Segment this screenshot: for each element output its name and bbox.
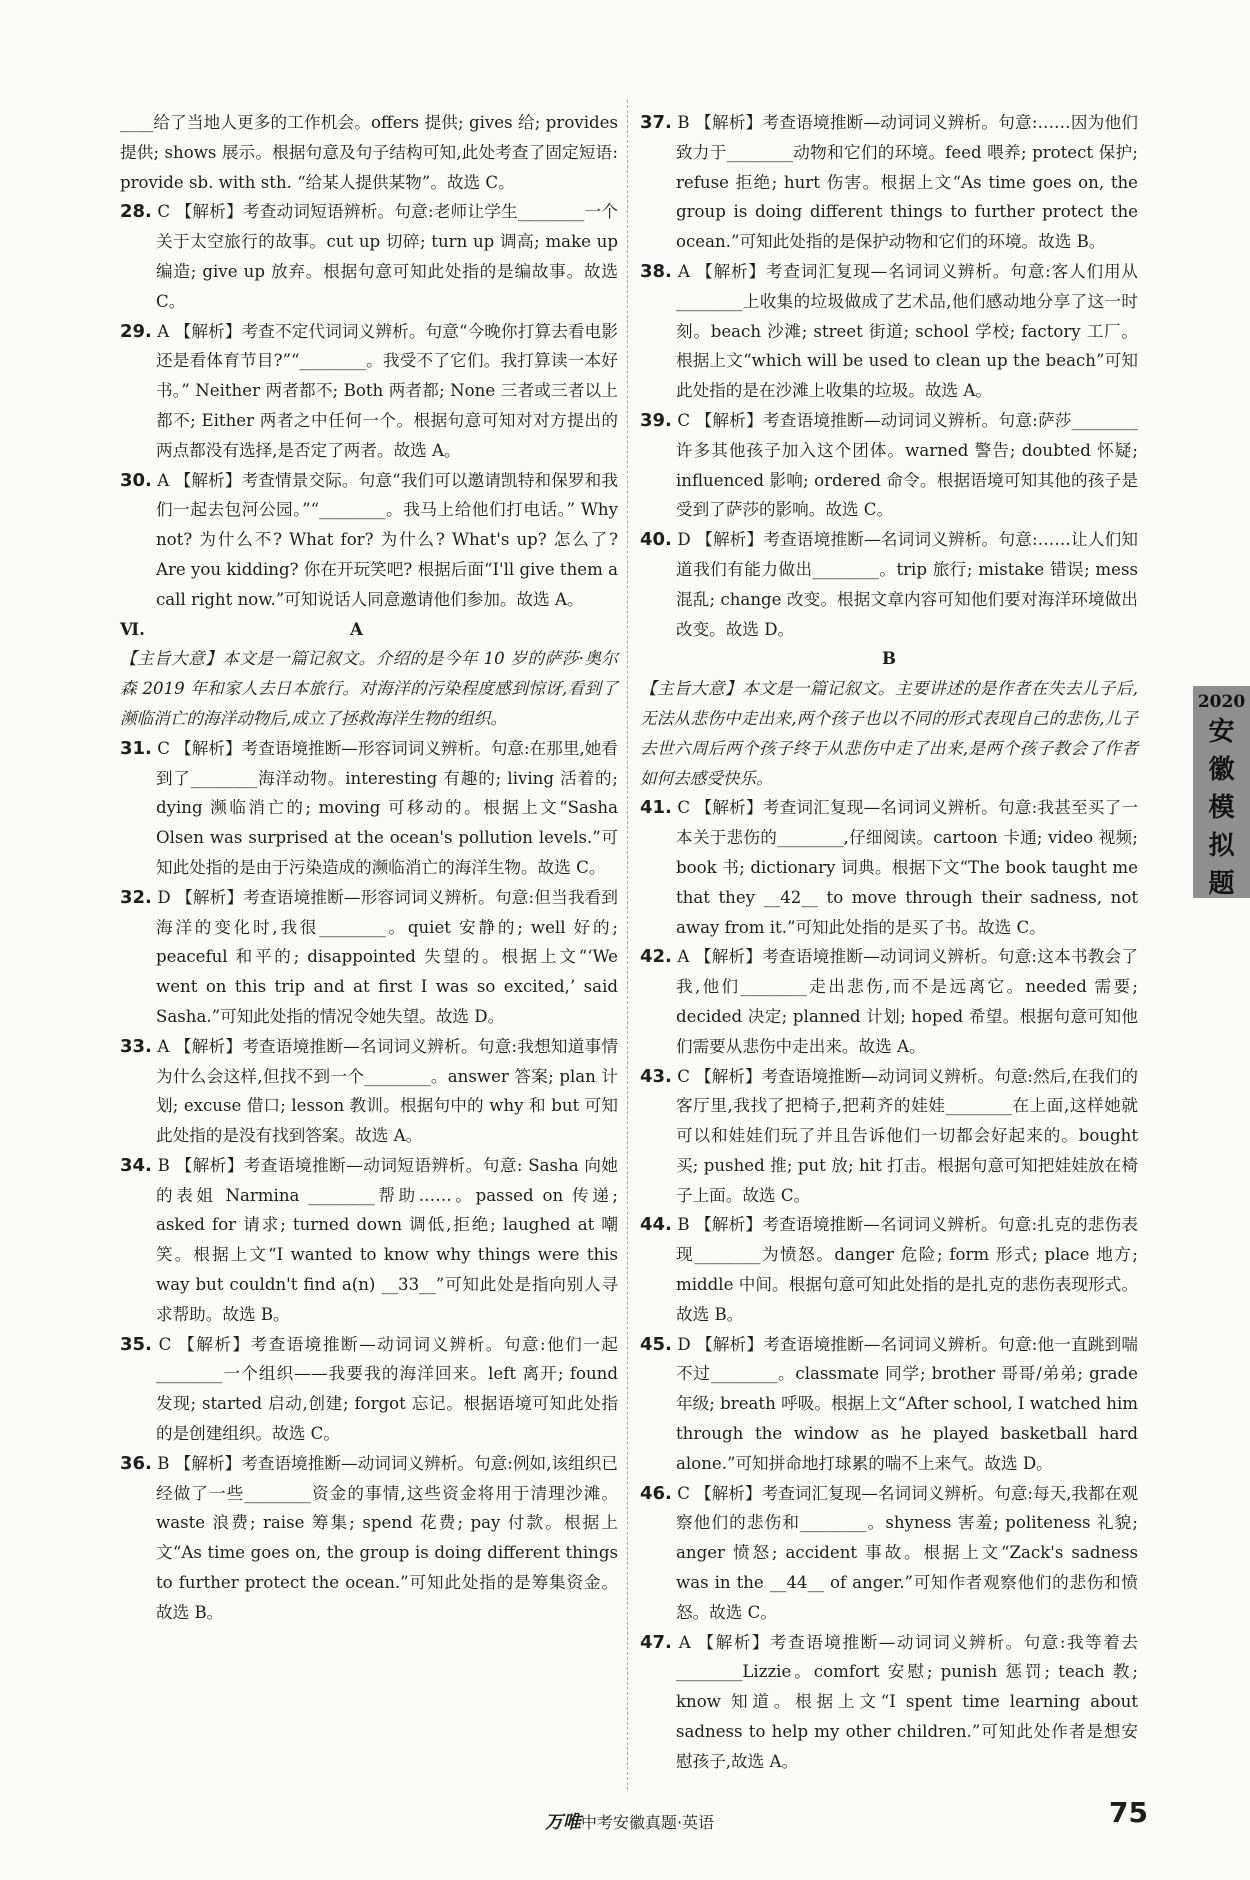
side-tab-year: 2020 — [1197, 692, 1246, 712]
left-column — [120, 108, 618, 1628]
answer-30: 30. A 【解析】考查情景交际。句意“我们可以邀请凯特和保罗和我们一起去包河公园。”“________。我马上给他们打电话。” Why not? 为什么不? What for? 为什么? What's up? 怎么了? Are you kidding? 你在开玩笑吧? 根据后面“I'll give them a call right now.”可知说话人同意邀请他们参加。故选 A。 — [120, 469, 618, 609]
continuation-paragraph: ____给了当地人更多的工作机会。offers 提供; gives 给; provides 提供; shows 展示。根据句意及句子结构可知,此处考查了固定短语: provide sb. with sth. “给某人提供某物”。故选 C。 — [120, 113, 618, 192]
answer-44: 44. B 【解析】考查语境推断—名词词义辨析。句意:扎克的悲伤表现________为愤怒。danger 危险; form 形式; place 地方; middle 中间。根据句意可知此处指的是扎克的悲伤表现形式。故选 B。 — [640, 1214, 1139, 1324]
main-idea-b: 【主旨大意】本文是一篇记叙文。主要讲述的是作者在失去儿子后,无法从悲伤中走出来,两个孩子也以不同的形式表现自己的悲伤,儿子去世六周后两个孩子终于从悲伤中走了出来,是两个孩子教会了作者如何去感受快乐。 — [640, 679, 1138, 788]
side-tab — [1193, 686, 1250, 898]
answer-38: 38. A 【解析】考查词汇复现—名词词义辨析。句意:客人们用从________上收集的垃圾做成了艺术品,他们感动地分享了这一时刻。beach 沙滩; street 街道; school 学校; factory 工厂。根据上文“which will be used to clean up the beach”可知此处指的是在沙滩上收集的垃圾。故选 A。 — [640, 260, 1138, 401]
main-idea-a: 【主旨大意】本文是一篇记叙文。介绍的是今年 10 岁的萨莎·奥尔森 2019 年和家人去日本旅行。对海洋的污染程度感到惊讶,看到了濒临消亡的海洋动物后,成立了拯救海洋生物的组织。 — [120, 649, 618, 728]
answer-37: 37. B 【解析】考查语境推断—动词词义辨析。句意:……因为他们致力于________动物和它们的环境。feed 喂养; protect 保护; refuse 拒绝; hurt 伤害。根据上文“As time goes on, the group is doing different things to further protect the ocean.”可知此处指的是保护动物和它们的环境。故选 B。 — [640, 112, 1139, 252]
section-heading-b: B — [881, 648, 897, 669]
answer-28: 28. C 【解析】考查动词短语辨析。句意:老师让学生________一个关于太空旅行的故事。cut up 切碎; turn up 调高; make up 编造; give up 放弃。根据句意可知此处指的是编故事。故选 C。 — [120, 201, 618, 311]
answer-46: 46. C 【解析】考查词汇复现—名词词义辨析。句意:每天,我都在观察他们的悲伤和________。shyness 害羞; politeness 礼貌; anger 愤怒; accident 事故。根据上文“Zack's sadness was in the __44__ of anger.”可知作者观察他们的悲伤和愤怒。故选 C。 — [640, 1482, 1138, 1622]
side-tab-char: 徽 — [1208, 755, 1235, 785]
side-tab-char: 模 — [1208, 793, 1235, 823]
answer-33: 33. A 【解析】考查语境推断—名词词义辨析。句意:我想知道事情为什么会这样,但找不到一个________。answer 答案; plan 计划; excuse 借口; lesson 教训。根据句中的 why 和 but 可知此处指的是没有找到答案。故选 A。 — [120, 1035, 618, 1146]
footer-brand — [545, 1808, 714, 1834]
answer-47: 47. A 【解析】考查语境推断—动词词义辨析。句意:我等着去________Lizzie。comfort 安慰; punish 惩罚; teach 教; know 知道。根据上文“I spent time learning about sadness to help my other children.”可知此处作者是想安慰孩子,故选 A。 — [640, 1631, 1138, 1771]
right-column — [640, 108, 1138, 1777]
answer-29: 29. A 【解析】考查不定代词词义辨析。句意“今晚你打算去看电影还是看体育节目?”“________。我受不了它们。我打算读一本好书。” Neither 两者都不; Both 两者都; None 三者或三者以上都不; Either 两者之中任何一个。根据句意可知对对方提出的两点都没有选择,是否定了两者。故选 A。 — [120, 320, 618, 460]
answer-39: 39. C 【解析】考查语境推断—动词词义辨析。句意:萨莎________许多其他孩子加入这个团体。warned 警告; doubted 怀疑; influenced 影响; ordered 命令。根据语境可知其他的孩子是受到了萨莎的影响。故选 C。 — [640, 409, 1138, 520]
answer-41: 41. C 【解析】考查词汇复现—名词词义辨析。句意:我甚至买了一本关于悲伤的________,仔细阅读。cartoon 卡通; video 视频; book 书; dictionary 词典。根据下文“The book taught me that they __42__ to move through their sadness, not away from it.”可知此处指的是买了书。故选 C。 — [640, 797, 1138, 937]
answer-35: 35. C 【解析】考查语境推断—动词词义辨析。句意:他们一起________一个组织——我要我的海洋回来。left 离开; found 发现; started 启动,创建; forgot 忘记。根据语境可知此处指的是创建组织。故选 C。 — [120, 1333, 618, 1444]
answer-32: 32. D 【解析】考查语境推断—形容词词义辨析。句意:但当我看到海洋的变化时,我很________。quiet 安静的; well 好的; peaceful 和平的; disappointed 失望的。根据上文“‘We went on this trip and at first I was so excited,’ said Sasha.”可知此处指的情况令她失望。故选 D。 — [120, 886, 618, 1026]
column-divider — [627, 100, 628, 1790]
page-number: 75 — [1109, 1796, 1148, 1829]
answer-43: 43. C 【解析】考查语境推断—动词词义辨析。句意:然后,在我们的客厅里,我找了把椅子,把莉齐的娃娃________在上面,这样她就可以和娃娃们玩了并且告诉他们一切都会好起来的。bought 买; pushed 推; put 放; hit 打击。根据句意可知把娃娃放在椅子上面。故选 C。 — [640, 1065, 1138, 1205]
answer-31: 31. C 【解析】考查语境推断—形容词词义辨析。句意:在那里,她看到了________海洋动物。interesting 有趣的; living 活着的; dying 濒临消亡的; moving 可移动的。根据上文“Sasha Olsen was surprised at the ocean's pollution levels.”可知此处指的是由于污染造成的濒临消亡的海洋生物。故选 C。 — [120, 737, 618, 877]
side-tab-char: 安 — [1208, 717, 1235, 747]
side-tab-char: 拟 — [1208, 831, 1235, 861]
answer-42: 42. A 【解析】考查语境推断—动词词义辨析。句意:这本书教会了我,他们________走出悲伤,而不是远离它。needed 需要; decided 决定; planned 计划; hoped 希望。根据句意可知他们需要从悲伤中走出来。故选 A。 — [640, 946, 1138, 1056]
section-heading-vi: Ⅵ. A — [120, 618, 363, 639]
page-footer — [120, 1796, 1148, 1838]
answer-34: 34. B 【解析】考查语境推断—动词短语辨析。句意: Sasha 向她的表姐 Narmina ________帮助……。passed on 传递; asked for 请求; turned down 调低,拒绝; laughed at 嘲笑。根据上文“I wanted to know why things were this way but couldn't find a(n) __33__”可知此处是指向别人寻求帮助。故选 B。 — [120, 1154, 618, 1324]
answer-36: 36. B 【解析】考查语境推断—动词词义辨析。句意:例如,该组织已经做了一些________资金的事情,这些资金将用于清理沙滩。waste 浪费; raise 筹集; spend 花费; pay 付款。根据上文“As time goes on, the group is doing different things to further protect the ocean.”可知此处指的是筹集资金。故选 B。 — [120, 1452, 618, 1622]
answer-45: 45. D 【解析】考查语境推断—名词词义辨析。句意:他一直跳到喘不过________。classmate 同学; brother 哥哥/弟弟; grade 年级; breath 呼吸。根据上文“After school, I watched him through the window as he played basketball hard alone.”可知拼命地打球累的喘不上来气。故选 D。 — [640, 1333, 1138, 1473]
answer-40: 40. D 【解析】考查语境推断—名词词义辨析。句意:……让人们知道我们有能力做出________。trip 旅行; mistake 错误; mess 混乱; change 改变。根据文章内容可知他们要对海洋环境做出改变。故选 D。 — [640, 529, 1138, 639]
brand-logo: 万唯 — [545, 1812, 581, 1833]
footer-title: 中考安徽真题·英语 — [581, 1813, 715, 1832]
side-tab-char: 题 — [1208, 869, 1235, 899]
